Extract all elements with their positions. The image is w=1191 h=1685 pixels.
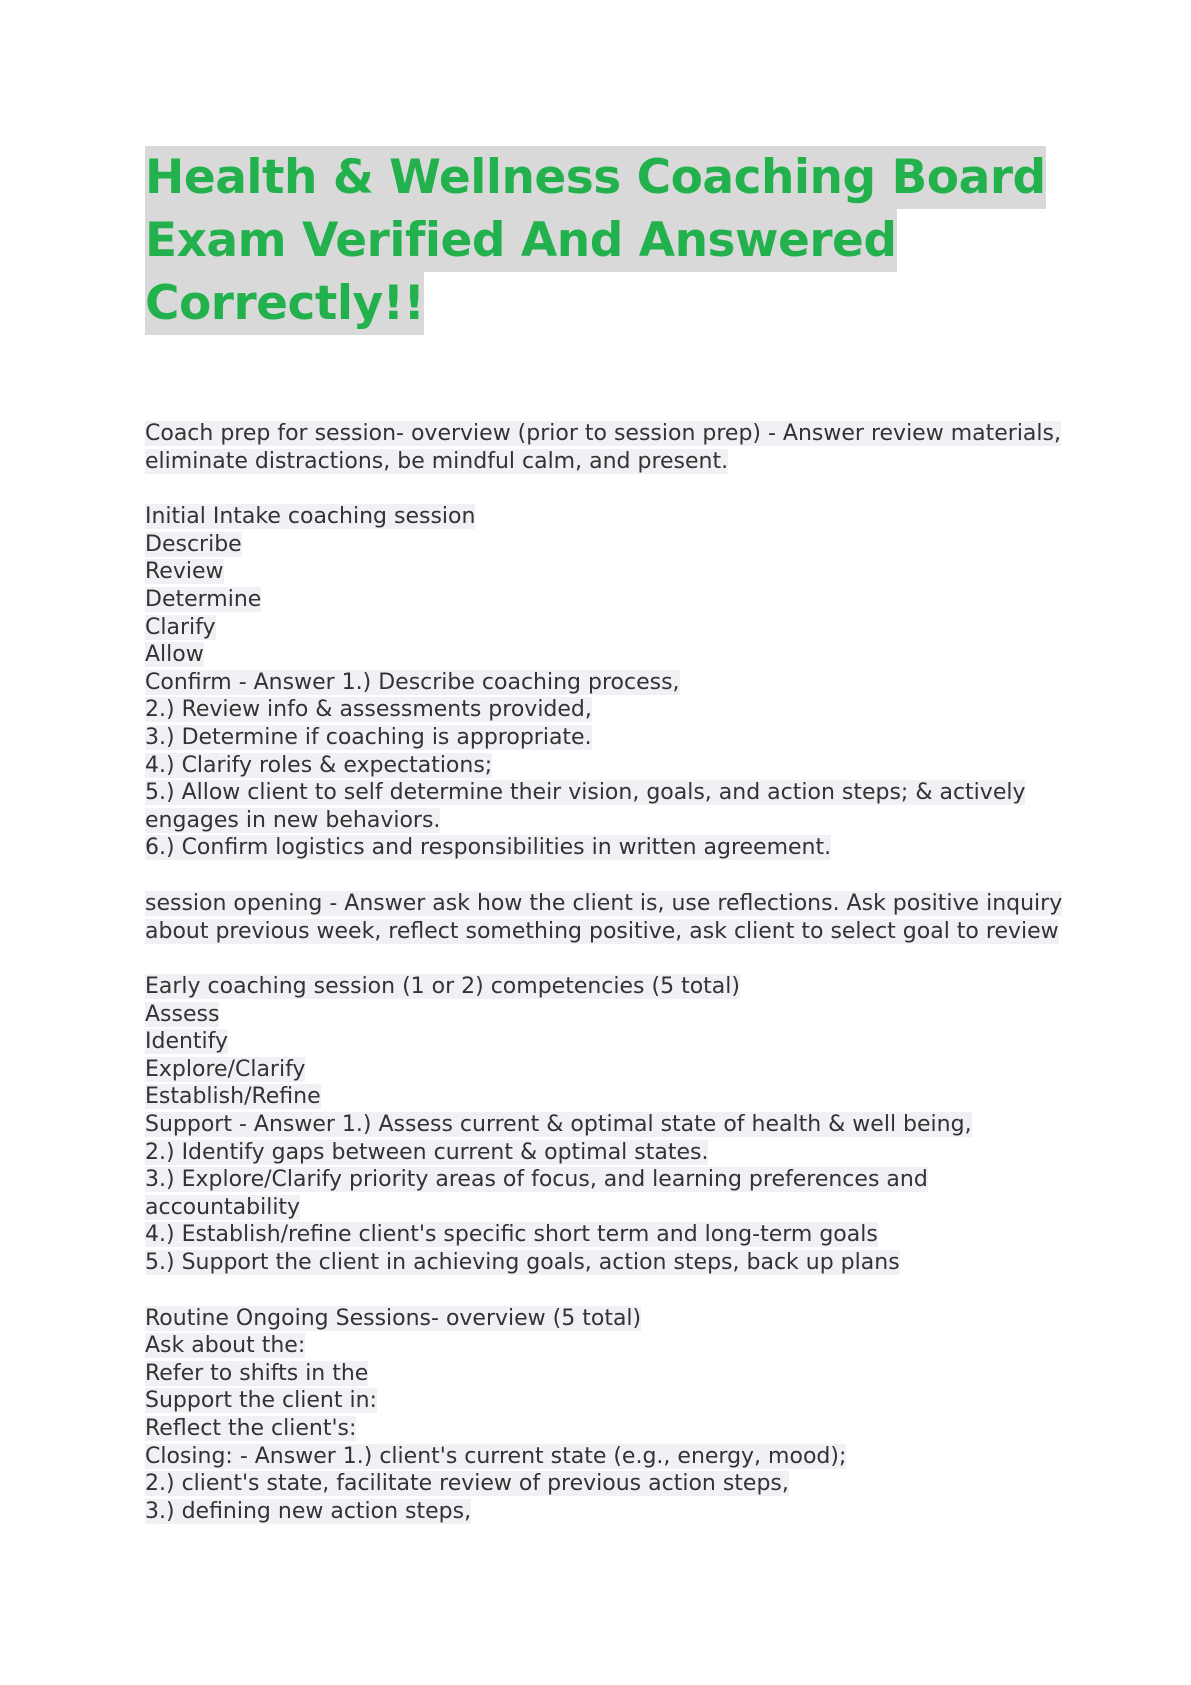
title-line: Exam Verified And Answered bbox=[145, 209, 897, 272]
text-line: 3.) defining new action steps, bbox=[145, 1498, 472, 1524]
text-line: accountability bbox=[145, 1194, 301, 1220]
text-line: Identify bbox=[145, 1029, 229, 1055]
section-session-opening bbox=[145, 890, 1075, 945]
text-line: 5.) Allow client to self determine their vision, goals, and action steps; & actively bbox=[145, 780, 1026, 806]
text-line: 3.) Explore/Clarify priority areas of focus, and learning preferences and bbox=[145, 1167, 928, 1193]
text-line: Clarify bbox=[145, 614, 216, 640]
text-line: Reflect the client's: bbox=[145, 1416, 357, 1441]
text-line: 2.) Review info & assessments provided, bbox=[145, 697, 592, 723]
text-line: Establish/Refine bbox=[145, 1084, 321, 1110]
document-title bbox=[145, 146, 1065, 335]
section-early-coaching bbox=[145, 973, 1075, 1277]
section-coach-prep bbox=[145, 420, 1075, 475]
text-line: about previous week, reflect something positive, ask client to select goal to review bbox=[145, 918, 1059, 944]
text-line: Explore/Clarify bbox=[145, 1056, 306, 1082]
text-line: Allow bbox=[145, 642, 204, 668]
text-line: Coach prep for session- overview (prior to session prep) - Answer review materials, bbox=[145, 421, 1061, 446]
title-line: Correctly!! bbox=[145, 272, 424, 335]
text-line: 5.) Support the client in achieving goals, action steps, back up plans bbox=[145, 1250, 900, 1276]
text-line: engages in new behaviors. bbox=[145, 807, 441, 833]
text-line: Routine Ongoing Sessions- overview (5 total) bbox=[145, 1305, 642, 1331]
text-line: Describe bbox=[145, 531, 242, 557]
document-body bbox=[145, 420, 1075, 1553]
text-line: Closing: - Answer 1.) client's current state (e.g., energy, mood); bbox=[145, 1443, 847, 1469]
text-line: Early coaching session (1 or 2) competencies (5 total) bbox=[145, 974, 740, 1000]
text-line: 2.) client's state, facilitate review of previous action steps, bbox=[145, 1471, 789, 1497]
text-line: 4.) Establish/refine client's specific short term and long-term goals bbox=[145, 1222, 878, 1248]
text-line: Support - Answer 1.) Assess current & optimal state of health & well being, bbox=[145, 1112, 972, 1138]
text-line: Determine bbox=[145, 586, 262, 612]
text-line: session opening - Answer ask how the client is, use reflections. Ask positive inquiry bbox=[145, 890, 1063, 916]
text-line: 3.) Determine if coaching is appropriate. bbox=[145, 724, 592, 750]
text-line: 6.) Confirm logistics and responsibilities in written agreement. bbox=[145, 835, 832, 861]
text-line: Review bbox=[145, 559, 224, 585]
text-line: Support the client in: bbox=[145, 1388, 377, 1414]
text-line: Ask about the: bbox=[145, 1333, 306, 1359]
text-line: 4.) Clarify roles & expectations; bbox=[145, 752, 493, 778]
text-line: eliminate distractions, be mindful calm, and present. bbox=[145, 448, 729, 474]
section-initial-intake bbox=[145, 503, 1075, 862]
text-line: Assess bbox=[145, 1001, 220, 1027]
title-line: Health & Wellness Coaching Board bbox=[145, 146, 1046, 209]
section-routine-ongoing bbox=[145, 1305, 1075, 1526]
text-line: Confirm - Answer 1.) Describe coaching process, bbox=[145, 669, 680, 695]
text-line: Refer to shifts in the bbox=[145, 1360, 369, 1386]
text-line: Initial Intake coaching session bbox=[145, 504, 476, 530]
text-line: 2.) Identify gaps between current & optimal states. bbox=[145, 1139, 709, 1165]
